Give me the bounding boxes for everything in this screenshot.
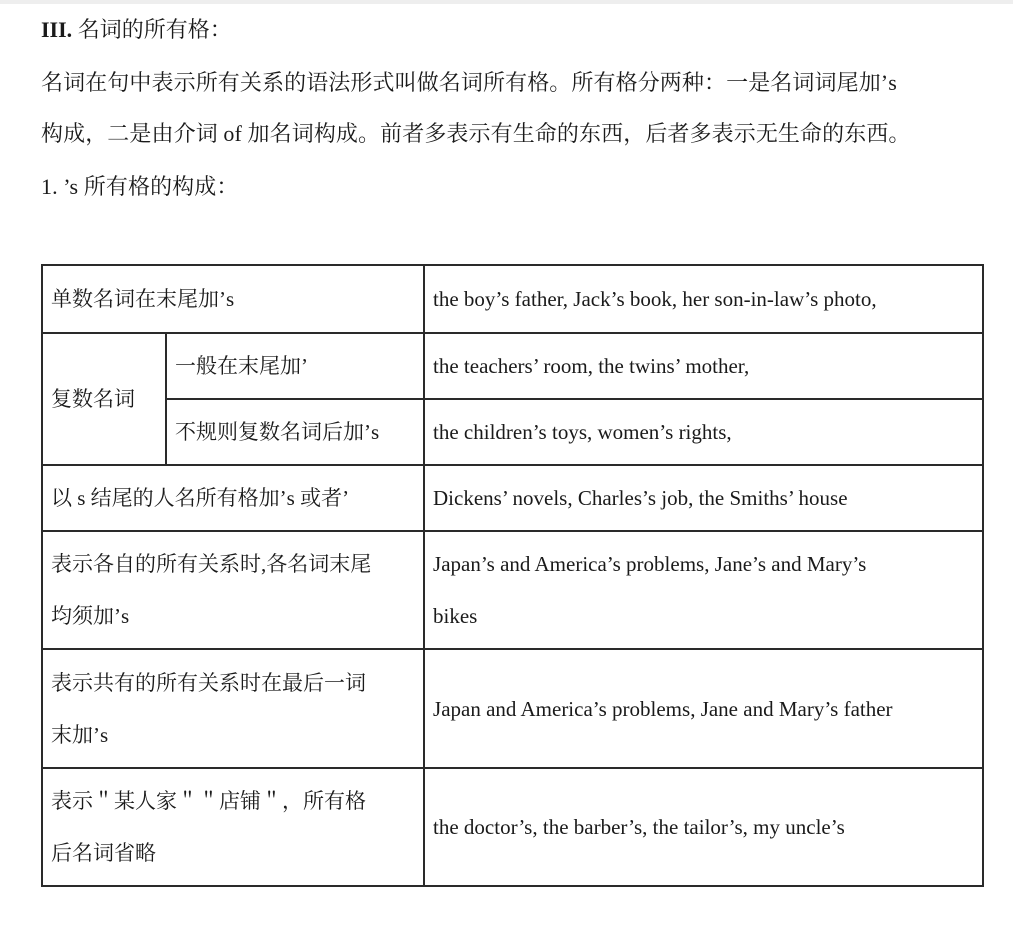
section-number: III. xyxy=(41,17,73,42)
table-row xyxy=(42,649,983,768)
table-row xyxy=(42,768,983,886)
table-row xyxy=(42,531,983,649)
example-cell: Dickens’ novels, Charles’s job, the Smiths’ house xyxy=(424,465,983,531)
example-cell: Japan and America’s problems, Jane and Mary’s father xyxy=(424,649,983,768)
rule-cell: 以 s 结尾的人名所有格加’s 或者’ xyxy=(42,465,424,531)
section-title: 名词的所有格： xyxy=(77,17,232,42)
rule-cell xyxy=(42,531,424,649)
table-row xyxy=(42,265,983,333)
rule-cell xyxy=(42,768,424,886)
rule-cell: 单数名词在末尾加’s xyxy=(42,265,424,333)
top-border-strip xyxy=(0,0,1013,4)
intro-paragraph-line-2: 构成，二是由介词 of 加名词构成。前者多表示有生命的东西，后者多表示无生命的东西。 xyxy=(41,121,911,146)
rule-line: 末加’s xyxy=(51,722,109,747)
example-cell: the doctor’s, the barber’s, the tailor’s, my uncle’s xyxy=(424,768,983,886)
section-heading xyxy=(41,12,232,48)
rule-line: 后名词省略 xyxy=(51,841,156,865)
group-cell: 复数名词 xyxy=(42,333,166,465)
example-cell xyxy=(424,531,983,649)
intro-paragraph-line-1: 名词在句中表示所有关系的语法形式叫做名词所有格。所有格分两种：一是名词词尾加’s xyxy=(41,70,897,95)
example-line: Japan’s and America’s problems, Jane’s and Mary’s xyxy=(433,552,867,576)
table-row xyxy=(42,465,983,531)
rule-cell xyxy=(42,649,424,768)
example-cell: the children’s toys, women’s rights, xyxy=(424,399,983,465)
example-cell: the teachers’ room, the twins’ mother, xyxy=(424,333,983,399)
rule-line: 表示＂某人家＂＂店铺＂，所有格 xyxy=(51,789,366,813)
rule-line: 均须加’s xyxy=(51,604,130,628)
possessive-rules-table xyxy=(41,264,984,887)
subsection-heading: 1. ’s 所有格的构成： xyxy=(41,174,239,199)
table-row xyxy=(42,333,983,399)
example-line: bikes xyxy=(433,604,478,628)
example-cell: the boy’s father, Jack’s book, her son-in-law’s photo, xyxy=(424,265,983,333)
rule-cell: 不规则复数名词后加’s xyxy=(166,399,424,465)
table-row xyxy=(42,399,983,465)
rule-line: 表示各自的所有关系时,各名词末尾 xyxy=(51,552,372,576)
rule-cell: 一般在末尾加’ xyxy=(166,333,424,399)
rule-line: 表示共有的所有关系时在最后一词 xyxy=(51,670,366,695)
